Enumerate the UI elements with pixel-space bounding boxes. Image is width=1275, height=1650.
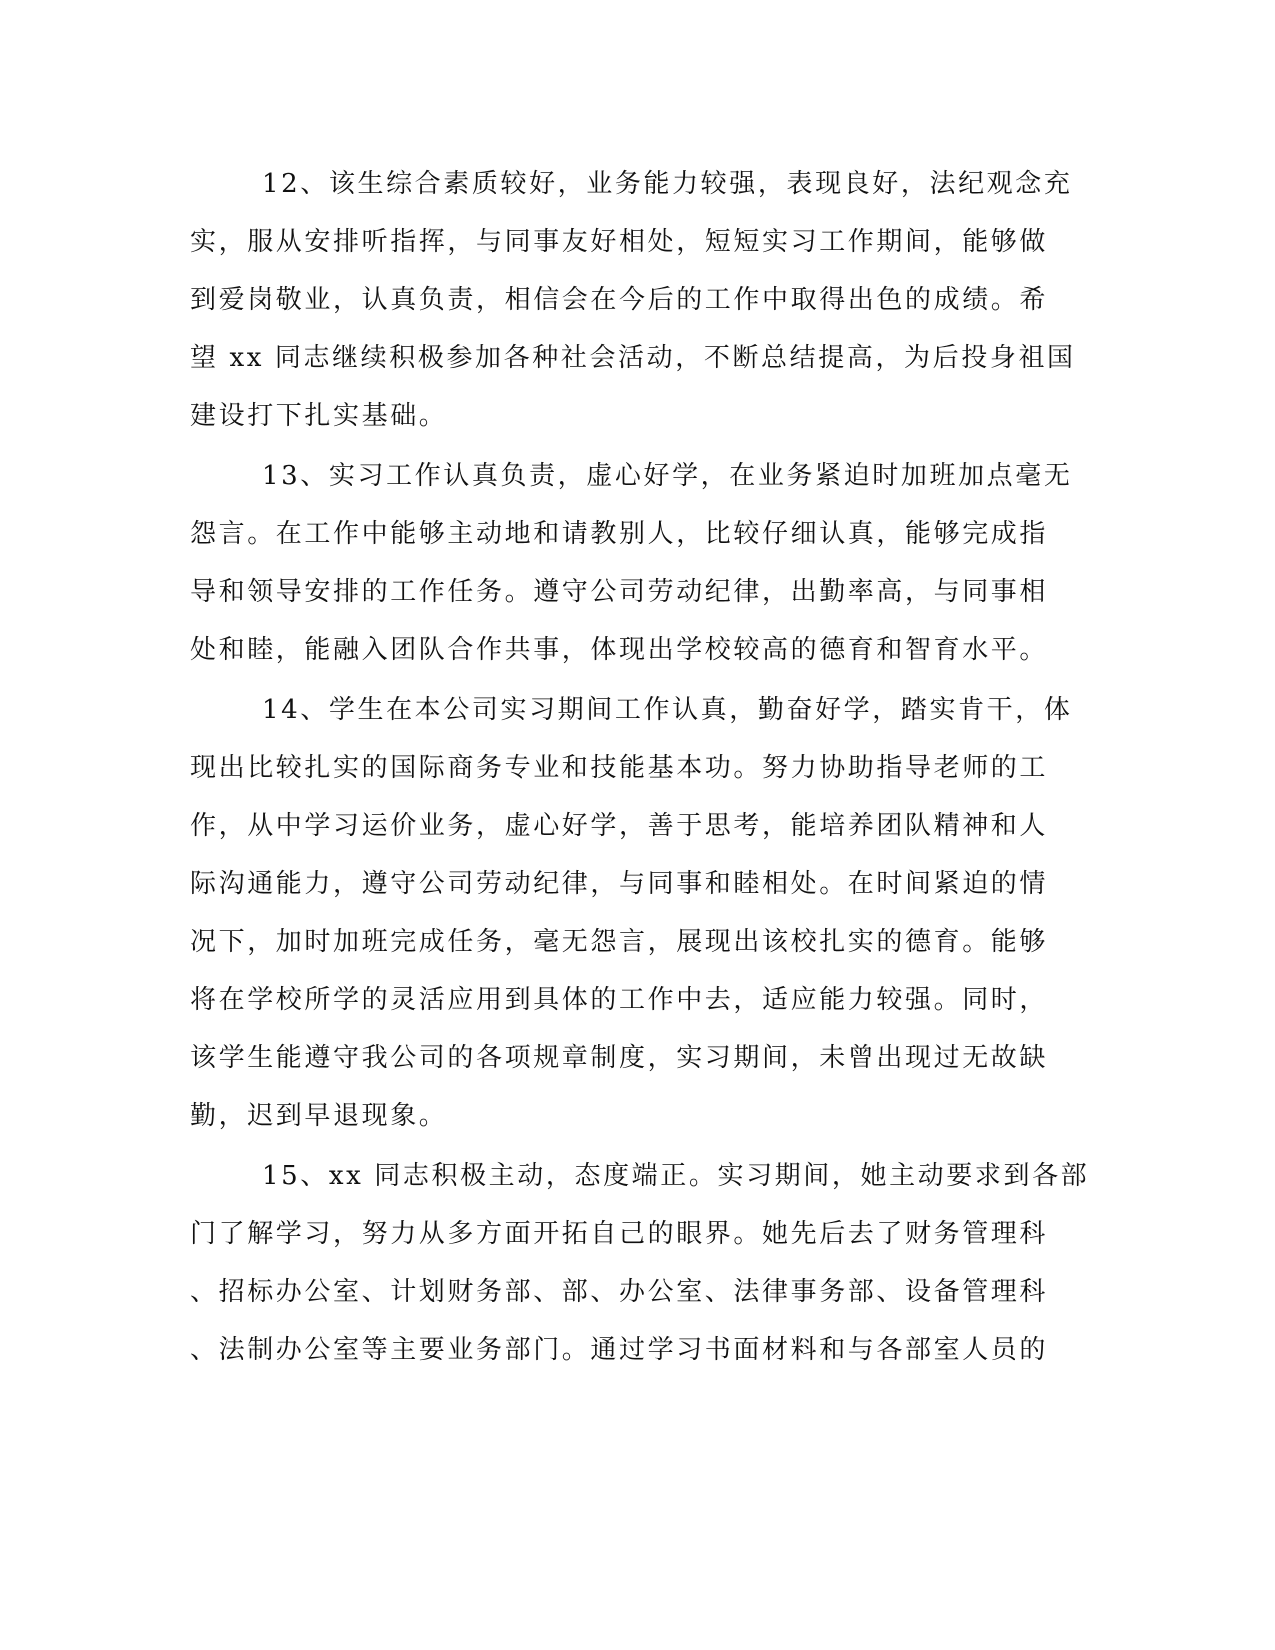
paragraph-13-line-2: 怨言。在工作中能够主动地和请教别人，比较仔细认真，能够完成指 <box>190 519 1049 549</box>
paragraph-13-line-3: 导和领导安排的工作任务。遵守公司劳动纪律，出勤率高，与同事相 <box>190 577 1049 607</box>
paragraph-15-line-3: 、招标办公室、计划财务部、部、办公室、法律事务部、设备管理科 <box>190 1277 1049 1307</box>
paragraph-14-line-2: 现出比较扎实的国际商务专业和技能基本功。努力协助指导老师的工 <box>190 753 1049 783</box>
paragraph-15-line-1: 15、xx 同志积极主动，态度端正。实习期间，她主动要求到各部 <box>262 1161 1090 1191</box>
paragraph-13-line-1: 13、实习工作认真负责，虚心好学，在业务紧迫时加班加点毫无 <box>262 461 1073 491</box>
paragraph-12-line-2: 实，服从安排听指挥，与同事友好相处，短短实习工作期间，能够做 <box>190 227 1049 257</box>
paragraph-12-line-5: 建设打下扎实基础。 <box>190 401 448 431</box>
paragraph-14-line-6: 将在学校所学的灵活应用到具体的工作中去，适应能力较强。同时， <box>190 985 1049 1015</box>
paragraph-13-line-4: 处和睦，能融入团队合作共事，体现出学校较高的德育和智育水平。 <box>190 635 1049 665</box>
paragraph-14-line-8: 勤，迟到早退现象。 <box>190 1101 448 1131</box>
paragraph-15-line-4: 、法制办公室等主要业务部门。通过学习书面材料和与各部室人员的 <box>190 1335 1049 1365</box>
paragraph-14-line-5: 况下，加时加班完成任务，毫无怨言，展现出该校扎实的德育。能够 <box>190 927 1049 957</box>
paragraph-14-line-4: 际沟通能力，遵守公司劳动纪律，与同事和睦相处。在时间紧迫的情 <box>190 869 1049 899</box>
paragraph-15-line-2: 门了解学习，努力从多方面开拓自己的眼界。她先后去了财务管理科 <box>190 1219 1049 1249</box>
paragraph-14-line-1: 14、学生在本公司实习期间工作认真，勤奋好学，踏实肯干，体 <box>262 695 1073 725</box>
paragraph-12-line-4: 望 xx 同志继续积极参加各种社会活动，不断总结提高，为后投身祖国 <box>190 343 1076 373</box>
paragraph-14-line-7: 该学生能遵守我公司的各项规章制度，实习期间，未曾出现过无故缺 <box>190 1043 1049 1073</box>
paragraph-12-line-3: 到爱岗敬业，认真负责，相信会在今后的工作中取得出色的成绩。希 <box>190 285 1049 315</box>
paragraph-12-line-1: 12、该生综合素质较好，业务能力较强，表现良好，法纪观念充 <box>262 169 1073 199</box>
paragraph-14-line-3: 作，从中学习运价业务，虚心好学，善于思考，能培养团队精神和人 <box>190 811 1049 841</box>
